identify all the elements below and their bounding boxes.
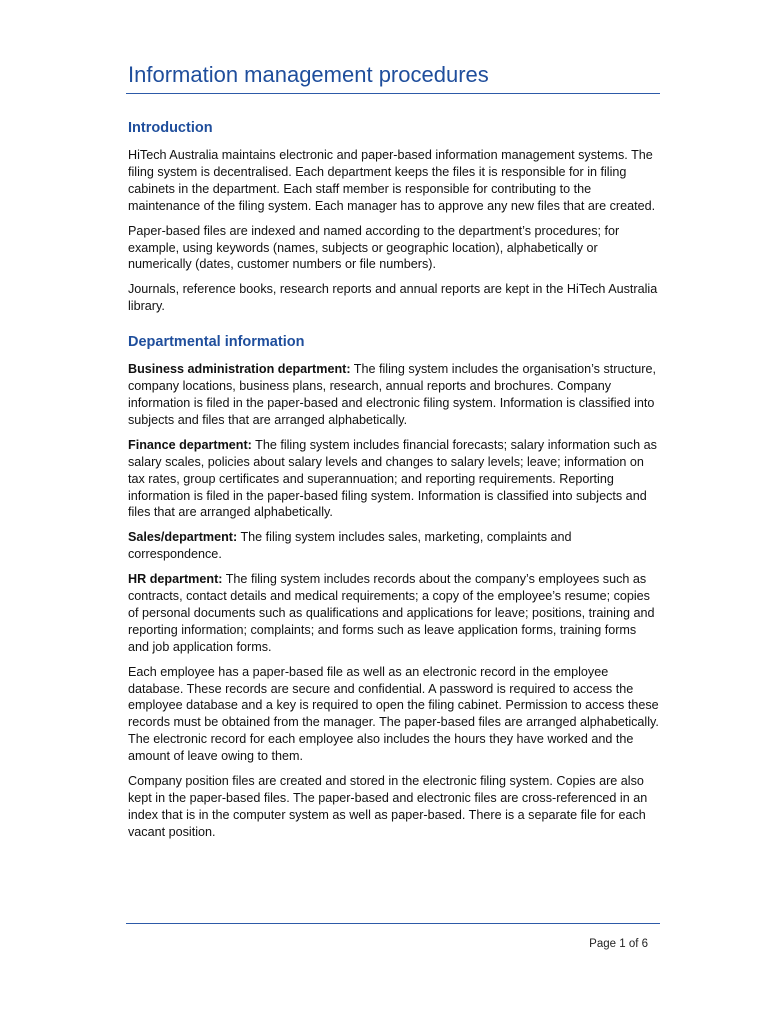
dept-label: HR department: <box>128 572 223 587</box>
intro-paragraph: Paper-based files are indexed and named according to the department’s procedures; for example, using keywords (names, subjects or geographic location), alphabetically or numerically (dates, customer numbers or file numbers). <box>128 223 620 272</box>
dept-label: Sales/department: <box>128 530 238 545</box>
dept-item-hr <box>128 571 660 656</box>
intro-paragraph: Journals, reference books, research reports and annual reports are kept in the HiTech Australia library. <box>128 282 658 314</box>
dept-text: The filing system includes records about the company’s employees such as contracts, contact details and medical requirements; a copy of the employee’s resume; copies of personal documents such as qualifications and applications for leave; positions, training and reporting information; complaints; and forms such as leave application forms, training forms and job application forms. <box>128 572 655 654</box>
page-title: Information management procedures <box>128 62 489 87</box>
dept-text: The filing system includes the organisation’s structure, company locations, business plans, research, annual reports and brochures. Company information is filed in the paper-based and electronic filing system. Information is classified into subjects and files that are arranged alphabetically. <box>128 362 656 427</box>
dept-item-business-admin <box>128 361 660 429</box>
page-content <box>128 58 660 849</box>
dept-text: The filing system includes sales, marketing, complaints and correspondence. <box>128 530 572 562</box>
dept-paragraph: Company position files are created and stored in the electronic filing system. Copies are also kept in the paper-based files. The paper-based and electronic files are cross-referenced in an index that is in the computer system as well as paper-based. There is a separate file for each vacant position. <box>128 774 648 839</box>
dept-paragraph: Each employee has a paper-based file as well as an electronic record in the employee database. These records are secure and confidential. A password is required to access the employee database and a key is required to open the filing cabinet. Permission to access these records must be obtained from the manager. The paper-based files are arranged alphabetically. The electronic record for each employee also includes the hours they have worked and the amount of leave owing to them. <box>128 664 659 764</box>
footer-divider <box>126 923 660 924</box>
section-heading-introduction: Introduction <box>128 120 213 136</box>
dept-item-finance <box>128 437 660 522</box>
dept-label: Finance department: <box>128 437 252 452</box>
intro-paragraph: HiTech Australia maintains electronic and paper-based information management systems. The filing system is decentralised. Each department keeps the files it is responsible for in filing cabinets in the department. Each staff member is responsible for contributing to the maintenance of the filing system. Each manager has to approve any new files that are created. <box>128 148 656 213</box>
dept-text: The filing system includes financial forecasts; salary information such as salary scales, policies about salary levels and changes to salary levels; leave; information on tax rates, group certificates and superannuation; and reporting requirements. Reporting information is filed in the paper-based filing system. Information is classified into subjects and files that are arranged alphabetically. <box>128 437 657 520</box>
dept-item-sales <box>128 529 660 563</box>
page-number: Page 1 of 6 <box>589 938 648 950</box>
title-divider <box>126 93 660 94</box>
dept-label: Business administration department: <box>128 362 351 377</box>
section-heading-departmental: Departmental information <box>128 334 305 351</box>
